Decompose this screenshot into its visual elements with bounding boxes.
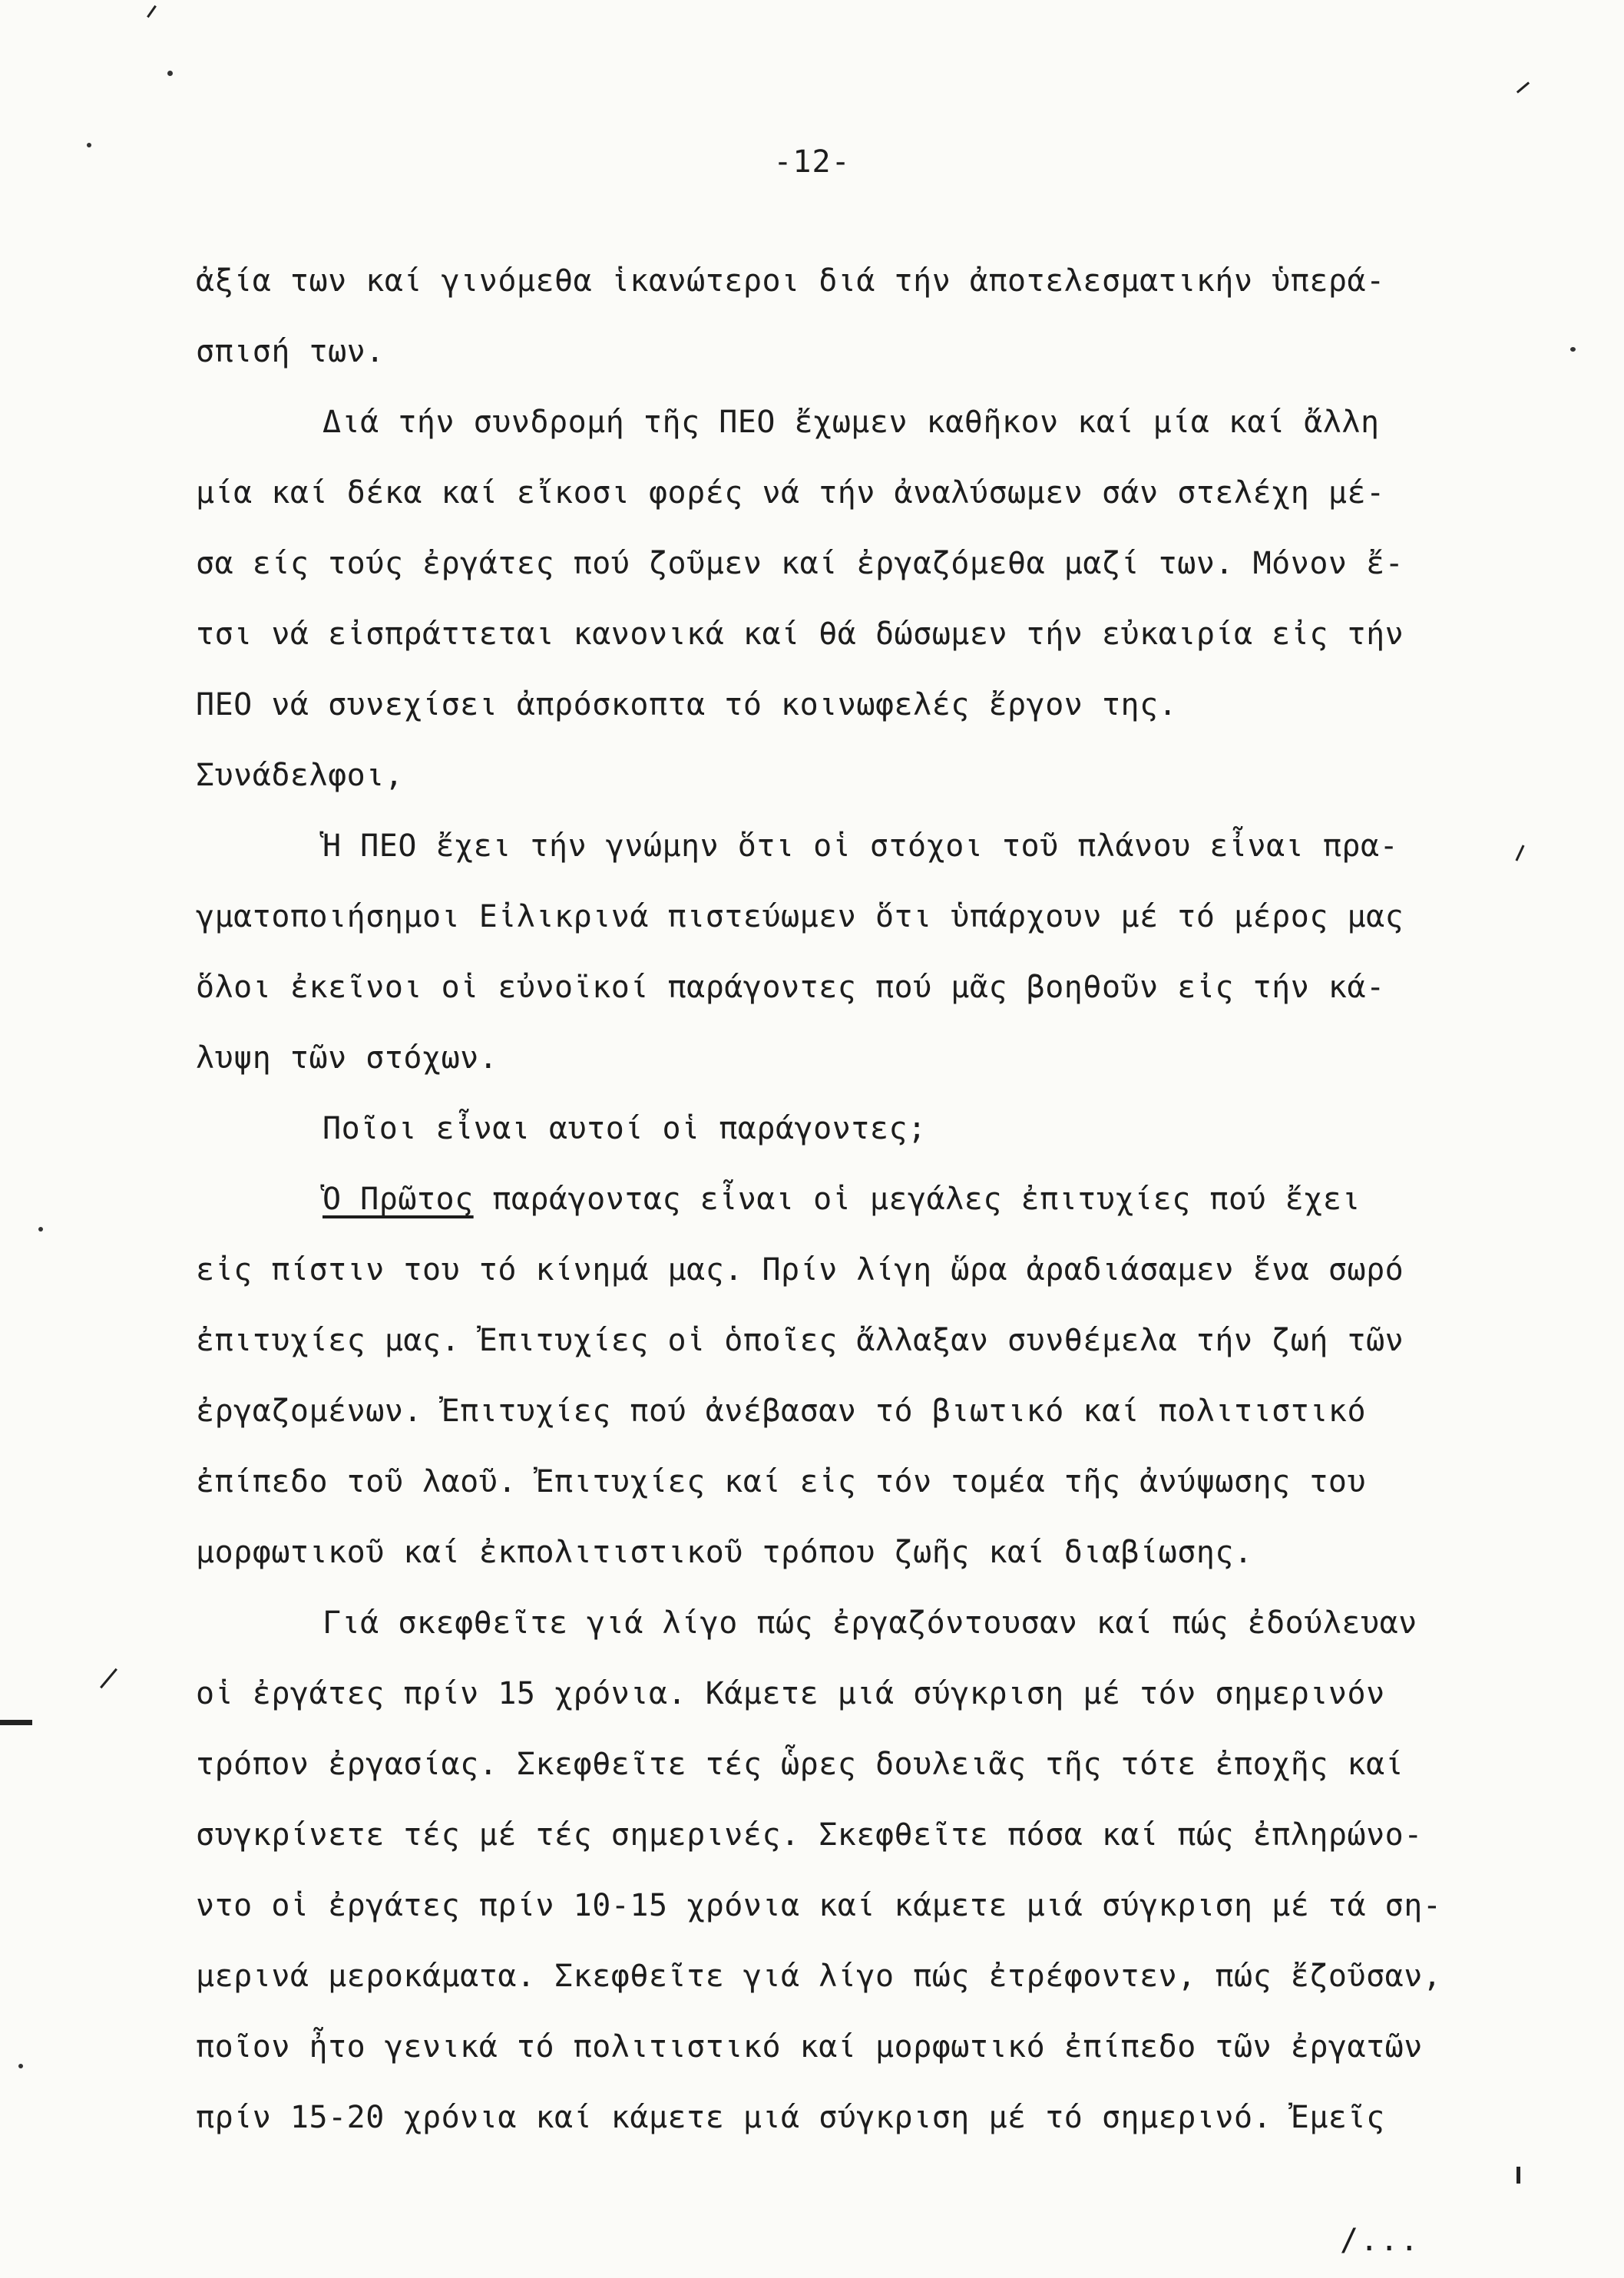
text-line: Συνάδελφοι,	[196, 758, 404, 793]
underlined-heading: Ὁ Πρῶτος	[322, 1182, 474, 1217]
scan-speck	[1570, 347, 1576, 352]
text-line: μία καί δέκα καί εἴκοσι φορές νά τήν ἀναλύσωμεν σάν στελέχη μέ-	[196, 475, 1385, 511]
text-line: ντο οἱ ἐργάτες πρίν 10-15 χρόνια καί κάμετε μιά σύγκριση μέ τά ση-	[196, 1888, 1442, 1923]
text-line: σα είς τούς ἐργάτες πού ζοῦμεν καί ἐργαζόμεθα μαζί των. Μόνον ἔ-	[196, 546, 1404, 581]
paragraph	[196, 811, 1532, 1093]
text-line: ἐργαζομένων. Ἐπιτυχίες πού ἀνέβασαν τό βιωτικό καί πολιτιστικό	[196, 1394, 1367, 1429]
continuation-mark: /...	[1340, 2223, 1421, 2258]
text-line: οἱ ἐργάτες πρίν 15 χρόνια. Κάμετε μιά σύγκριση μέ τόν σημερινόν	[196, 1676, 1385, 1711]
scan-mark	[0, 1720, 32, 1725]
text-line: τσι νά εἰσπράττεται κανονικά καί θά δώσωμεν τήν εὐκαιρία εἰς τήν	[196, 617, 1404, 652]
page-number: -12-	[773, 144, 851, 180]
paragraph	[196, 246, 1532, 387]
scan-speck	[167, 71, 173, 76]
text-line: πρίν 15-20 χρόνια καί κάμετε μιά σύγκριση μέ τό σημερινό. Ἐμεῖς	[196, 2100, 1385, 2135]
paragraph	[196, 1093, 1532, 1164]
text-line: συγκρίνετε τές μέ τές σημερινές. Σκεφθεῖτε πόσα καί πώς ἐπληρώνο-	[196, 1817, 1423, 1853]
text-line: ποῖον ἦτο γενικά τό πολιτιστικό καί μορφωτικό ἐπίπεδο τῶν ἐργατῶν	[196, 2029, 1423, 2065]
scan-mark	[147, 5, 157, 18]
text-line: λυψη τῶν στόχων.	[196, 1040, 498, 1076]
text-line: μορφωτικοῦ καί ἐκπολιτιστικοῦ τρόπου ζωῆς καί διαβίωσης.	[196, 1535, 1253, 1570]
text-line: Ποῖοι εἶναι αυτοί οἱ παράγοντες;	[322, 1111, 927, 1146]
text-line: τρόπον ἐργασίας. Σκεφθεῖτε τές ὧρες δουλειᾶς τῆς τότε ἐποχῆς καί	[196, 1747, 1404, 1782]
text-line: ΠΕΟ νά συνεχίσει ἀπρόσκοπτα τό κοινωφελές ἔργον της.	[196, 687, 1178, 722]
text-line: εἰς πίστιν του τό κίνημά μας. Πρίν λίγη ὥρα ἀραδιάσαμεν ἕνα σωρό	[196, 1252, 1404, 1288]
text-line	[196, 1164, 1532, 1235]
text-line: Διά τήν συνδρομή τῆς ΠΕΟ ἔχωμεν καθῆκον καί μία καί ἄλλη	[322, 405, 1380, 440]
scan-mark	[100, 1668, 117, 1688]
paragraph	[196, 1588, 1532, 2153]
text-line: Ἡ ΠΕΟ ἔχει τήν γνώμην ὅτι οἱ στόχοι τοῦ πλάνου εἶναι πρα-	[322, 828, 1399, 864]
text-line: ἐπιτυχίες μας. Ἐπιτυχίες οἱ ὁποῖες ἄλλαξαν συνθέμελα τήν ζωή τῶν	[196, 1323, 1404, 1358]
text-line: γματοποιήσημοι Εἰλικρινά πιστεύωμεν ὅτι ὑπάρχουν μέ τό μέρος μας	[196, 899, 1404, 934]
scan-speck	[38, 1227, 43, 1232]
text-line: σπισή των.	[196, 334, 385, 369]
salutation	[196, 740, 1532, 811]
text-line-rest: παράγοντας εἶναι οἱ μεγάλες ἐπιτυχίες πού ἔχει	[473, 1182, 1361, 1217]
text-line: ὅλοι ἐκεῖνοι οἱ εὐνοϊκοί παράγοντες πού μᾶς βοηθοῦν εἰς τήν κά-	[196, 970, 1385, 1005]
text-line: Γιά σκεφθεῖτε γιά λίγο πώς ἐργαζόντουσαν καί πώς ἐδούλευαν	[322, 1605, 1417, 1641]
paragraph	[196, 387, 1532, 740]
paragraph	[196, 1164, 1532, 1588]
scan-mark	[1517, 81, 1530, 93]
text-line: μερινά μεροκάματα. Σκεφθεῖτε γιά λίγο πώς ἐτρέφοντεν, πώς ἔζοῦσαν,	[196, 1959, 1442, 1994]
body-text	[196, 246, 1532, 2153]
scan-speck	[18, 2064, 23, 2068]
text-line: ἐπίπεδο τοῦ λαοῦ. Ἐπιτυχίες καί εἰς τόν τομέα τῆς ἀνύψωσης του	[196, 1464, 1367, 1499]
scan-mark	[1517, 2167, 1520, 2184]
text-line: ἀξία των καί γινόμεθα ἱκανώτεροι διά τήν ἀποτελεσματικήν ὑπερά-	[196, 263, 1385, 299]
